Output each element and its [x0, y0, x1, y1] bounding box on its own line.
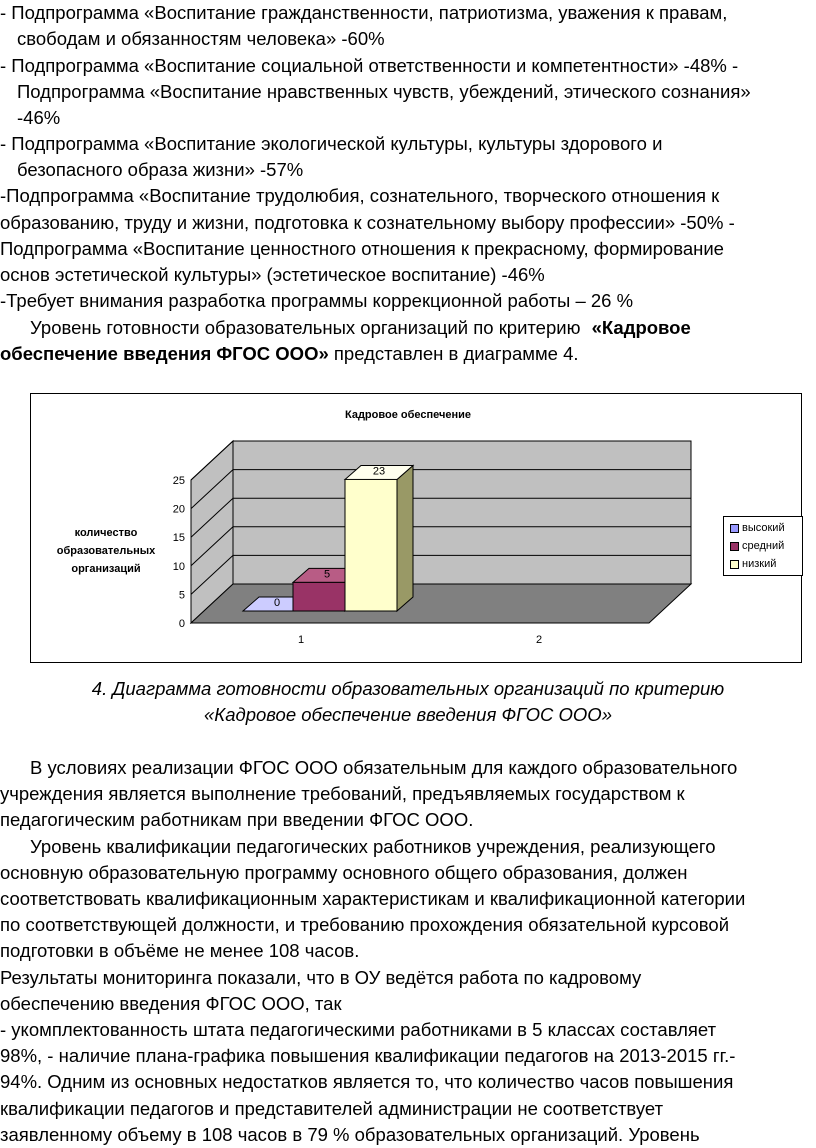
chart-title: Кадровое обеспечение [344, 409, 472, 421]
list-item-labor-cont: образованию, труду и жизни, подготовка к сознательному выбору профессии» -50% - [0, 212, 735, 233]
body-paragraph-2: Уровень квалификации педагогических работников учреждения, реализующего [30, 836, 716, 857]
list-item-aesthetic: Подпрограмма «Воспитание ценностного отношения к прекрасному, формирование [0, 238, 724, 259]
list-item-civic: - Подпрограмма «Воспитание гражданственности, патриотизма, уважения к правам, [0, 2, 728, 23]
intro-criterion-bold-cont: обеспечение введения ФГОС ООО» [0, 343, 329, 364]
chart-back-wall [233, 441, 691, 584]
intro-text-cont: представлен в диаграмме 4. [328, 343, 579, 364]
x-tick-label: 2 [535, 634, 543, 646]
legend-swatch-low [730, 560, 739, 569]
y-axis-label: образовательных [56, 545, 156, 557]
body-paragraph-3-item-2: 98%, - наличие плана-графика повышения квалификации педагогов на 2013-2015 гг.- [0, 1045, 736, 1066]
body-paragraph-3-item-3: 94%. Одним из основных недостатков является то, что количество часов повышения [0, 1071, 734, 1092]
list-item-ecology: - Подпрограмма «Воспитание экологической культуры, культуры здорового и [0, 133, 663, 154]
bar [293, 582, 345, 611]
legend-label-low: низкий [742, 558, 777, 570]
body-paragraph-1-end: педагогическим работникам при введении ФГОС ООО. [0, 809, 474, 830]
body-paragraph-2-cont3: по соответствующей должности, и требованию прохождения обязательной курсовой [0, 914, 730, 935]
chart-canvas [31, 394, 801, 662]
body-paragraph-3-cont: обеспечению введения ФГОС ООО, так [0, 993, 342, 1014]
list-item-civic-cont: свободам и обязанностям человека» -60% [17, 28, 385, 49]
chart-caption-cont: «Кадровое обеспечение введения ФГОС ООО» [204, 704, 612, 725]
legend-swatch-medium [730, 542, 739, 551]
x-tick-label: 1 [297, 634, 305, 646]
body-paragraph-1: В условиях реализации ФГОС ООО обязательным для каждого образовательного [30, 757, 738, 778]
y-tick-label: 25 [172, 475, 185, 487]
list-item-moral-cont: -46% [17, 107, 61, 128]
y-axis-label: организаций [71, 563, 141, 575]
body-paragraph-3: Результаты мониторинга показали, что в ОУ ведётся работа по кадровому [0, 967, 642, 988]
legend-label-medium: средний [742, 540, 785, 552]
intro-paragraph-cont [0, 341, 816, 367]
y-tick-label: 0 [178, 618, 185, 630]
body-paragraph-3-item-1: - укомплектованность штата педагогическими работниками в 5 классах составляет [0, 1019, 717, 1040]
bar-side [397, 465, 413, 611]
body-paragraph-2-cont: основную образовательную программу основного общего образования, должен [0, 862, 688, 883]
legend-label-high: высокий [742, 522, 785, 534]
list-item-labor: -Подпрограмма «Воспитание трудолюбия, сознательного, творческого отношения к [0, 185, 720, 206]
chart-caption: 4. Диаграмма готовности образовательных организаций по критерию [91, 678, 725, 699]
list-item-social: - Подпрограмма «Воспитание социальной ответственности и компетентности» -48% - [0, 55, 739, 76]
y-tick-label: 20 [172, 503, 185, 516]
data-label: 0 [273, 597, 281, 609]
data-label: 5 [323, 568, 331, 581]
intro-criterion-bold: «Кадровое [591, 317, 691, 338]
y-tick-label: 10 [172, 560, 185, 573]
list-item-aesthetic-cont: основ эстетической культуры» (эстетическое воспитание) -46% [0, 264, 545, 285]
list-item-moral: Подпрограмма «Воспитание нравственных чувств, убеждений, этического сознания» [17, 81, 751, 102]
list-item-ecology-cont: безопасного образа жизни» -57% [17, 159, 304, 180]
legend-swatch-high [730, 524, 739, 533]
y-axis-label: количество [74, 527, 138, 539]
y-tick-label: 15 [172, 532, 185, 545]
bar [345, 479, 397, 611]
body-paragraph-2-cont2: соответствовать квалификационным характеристикам и квалификационной категории [0, 888, 746, 909]
intro-paragraph [30, 315, 816, 341]
body-paragraph-3-item-4: квалификации педагогов и представителей администрации не соответствует [0, 1098, 664, 1119]
y-tick-label: 5 [178, 589, 185, 602]
list-item-correction: -Требует внимания разработка программы коррекционной работы – 26 % [0, 290, 634, 311]
chart-legend [723, 516, 803, 576]
data-label: 23 [372, 465, 386, 478]
body-paragraph-1-cont: учреждения является выполнение требований, предъявляемых государством к [0, 783, 685, 804]
body-paragraph-3-item-5: заявленному объему в 108 часов в 79 % образовательных организаций. Уровень [0, 1124, 700, 1145]
body-paragraph-2-end: подготовки в объёме не менее 108 часов. [0, 940, 360, 961]
intro-text: Уровень готовности образовательных организаций по критерию [30, 317, 581, 338]
staffing-chart [30, 393, 802, 663]
